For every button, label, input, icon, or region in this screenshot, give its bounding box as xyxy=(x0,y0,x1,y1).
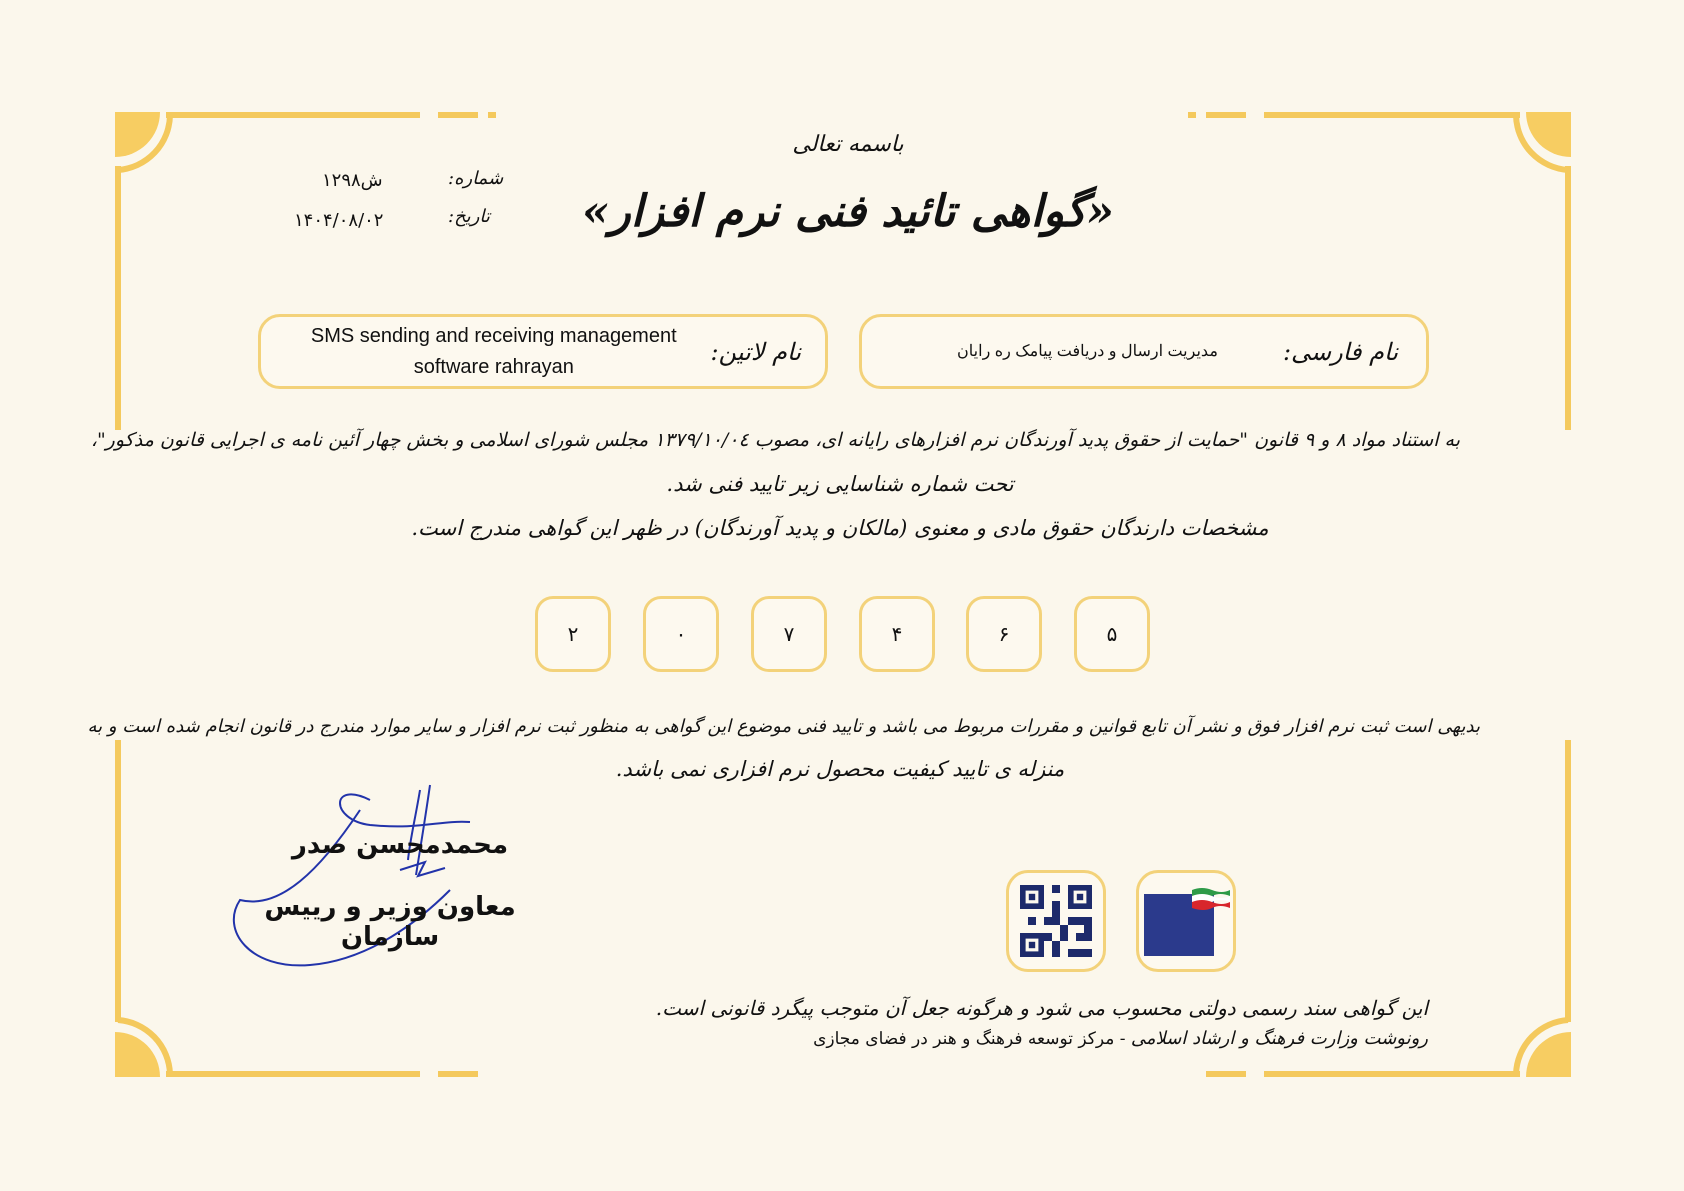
persian-name-label: نام فارسی: xyxy=(1282,337,1398,366)
date-label: تاریخ: xyxy=(448,206,490,227)
invocation-text: باسمه تعالی xyxy=(792,132,904,157)
copy-notice-ministry: رونوشت وزارت فرهنگ و ارشاد اسلامی xyxy=(1130,1028,1428,1049)
certificate-title: «گواهی تائید فنی نرم افزار» xyxy=(581,186,1115,237)
qr-code-box[interactable] xyxy=(1006,870,1106,972)
number-value: ش۱۲۹۸ xyxy=(322,170,383,191)
persian-name-box xyxy=(859,314,1429,389)
number-label: شماره: xyxy=(448,168,504,189)
disclaimer-text xyxy=(87,706,1480,790)
legal-basis-line-3: مشخصات دارندگان حقوق مادی و معنوی (مالکان و پدید آورندگان) در ظهر این گواهی مندرج است. xyxy=(411,516,1269,540)
legal-basis-line-2: تحت شماره شناسایی زیر تایید فنی شد. xyxy=(666,472,1014,496)
persian-name-value: مدیریت ارسال و دریافت پیامک ره رایان xyxy=(957,343,1218,360)
legal-basis-line-1: به استناد مواد ۸ و ۹ قانون "حمایت از حقوق پدید آورندگان نرم افزارهای رایانه ای، مصوب ۱۳۷۹/۱۰/۰٤ مجلس شورای اسلامی و بخش چهار آئین نامه ی اجرایی قانون مذکور"، xyxy=(90,429,1460,451)
copy-notice xyxy=(813,1028,1428,1049)
disclaimer-line-2: منزله ی تایید کیفیت محصول نرم افزاری نمی باشد. xyxy=(615,757,1065,781)
latin-name-value: SMS sending and receiving management software rahrayan xyxy=(310,324,677,378)
disclaimer-line-1: بدیهی است ثبت نرم افزار فوق و نشر آن تابع قوانین و مقررات مربوط می باشد و تایید فنی موضوع این گواهی به منظور ثبت نرم افزار و سایر موارد مندرج در قانون انجام شده است و به xyxy=(87,716,1480,737)
id-digit: ۲ xyxy=(535,596,611,672)
id-digit: ۴ xyxy=(859,596,935,672)
legal-notice: این گواهی سند رسمی دولتی محسوب می شود و هرگونه جعل آن متوجب پیگرد قانونی است. xyxy=(655,996,1428,1020)
latin-name-box xyxy=(258,314,828,389)
date-value: ۱۴۰۴/۰۸/۰۲ xyxy=(294,210,384,231)
ministry-logo xyxy=(1144,886,1228,956)
copy-notice-center: - مرکز توسعه فرهنگ و هنر در فضای مجازی xyxy=(813,1029,1131,1049)
latin-name-label: نام لاتین: xyxy=(710,337,801,366)
iran-flag-icon xyxy=(1192,886,1230,914)
signatory-position: معاون وزیر و رییس سازمان xyxy=(264,892,516,952)
id-digit: ۶ xyxy=(966,596,1042,672)
id-digit: ۰ xyxy=(643,596,719,672)
id-digit: ۷ xyxy=(751,596,827,672)
signatory-name: محمدمحسن صدر xyxy=(291,830,509,860)
id-digit: ۵ xyxy=(1074,596,1150,672)
qr-code-icon xyxy=(1020,885,1092,957)
legal-basis-text xyxy=(90,418,1460,550)
ministry-logo-box xyxy=(1136,870,1236,972)
